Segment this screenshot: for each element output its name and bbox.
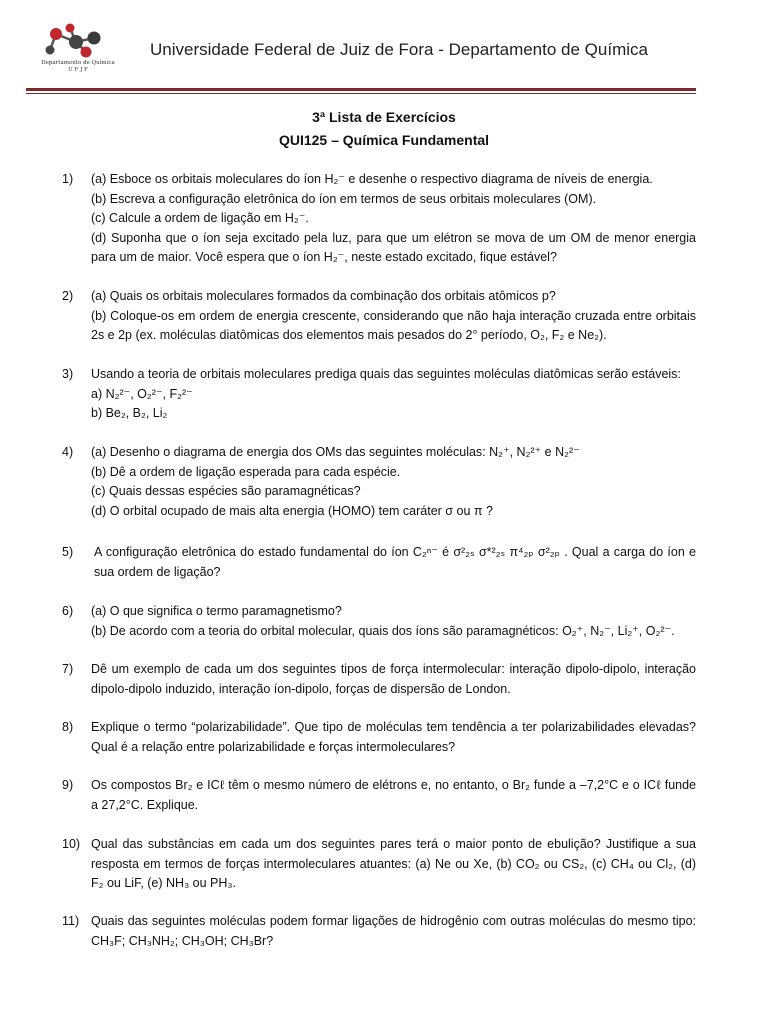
question-line: Explique o termo “polarizabilidade”. Que tipo de moléculas tem tendência a ter polarizabilidades elevadas? Qual é a relação entre polarizabilidade e forças intermoleculares? [91,720,696,754]
question-line: Os compostos Br₂ e ICℓ têm o mesmo número de elétrons e, no entanto, o Br₂ funde a –7,2°C e o ICℓ funde a 27,2°C. Explique. [91,778,696,812]
department-logo [36,20,120,82]
question-line: (b) Escreva a configuração eletrônica do íon em termos de seus orbitais moleculares (OM). [91,191,597,206]
question-line: (b) Dê a ordem de ligação esperada para cada espécie. [91,464,401,479]
question-line: (c) Calcule a ordem de ligação em H₂⁻. [91,211,309,225]
question-line: Qual das substâncias em cada um dos seguintes pares terá o maior ponto de ebulição? Justifique a sua resposta em termos de forças intermoleculares atuantes: (a) Ne ou Xe, (b) CO₂ ou CS₂, (c) CH₄ ou Cl₂, (d) F₂ ou LiF, (e) NH₃ ou PH₃. [91,837,696,890]
question-number: 11) [62,914,80,928]
question-line: (a) Desenho o diagrama de energia dos OMs das seguintes moléculas: N₂⁺, N₂²⁺ e N₂²⁻ [91,445,580,459]
question-line: (d) Suponha que o íon seja excitado pela luz, para que um elétron se mova de um OM de menor energia para um de maior. Você espera que o íon H₂⁻, neste estado excitado, fique estável? [91,230,696,264]
question-number: 3) [62,367,74,381]
logo-caption [36,60,120,74]
question-4 [62,443,696,521]
question-3 [62,365,696,424]
question-number: 7) [62,662,74,676]
question-line: (c) Quais dessas espécies são paramagnéticas? [91,484,361,498]
question-number: 10) [62,837,81,851]
question-line: (a) Quais os orbitais moleculares formados da combinação dos orbitais atômicos p? [91,289,556,303]
header-title: Universidade Federal de Juiz de Fora - Departamento de Química [150,40,648,59]
question-line: Dê um exemplo de cada um dos seguintes tipos de força intermolecular: interação dipolo-dipolo, interação dipolo-dipolo induzido, interação íon-dipolo, forças de dispersão de London. [91,662,696,696]
question-number: 8) [62,720,74,734]
header-rule-thick [26,88,696,91]
question-line: (a) O que significa o termo paramagnetismo? [91,604,342,618]
question-line: Quais das seguintes moléculas podem formar ligações de hidrogênio com outras moléculas do mesmo tipo: CH₃F; CH₃NH₂; CH₃OH; CH₃Br? [91,914,696,948]
question-9 [62,776,696,815]
question-2 [62,287,696,346]
question-10 [62,835,696,894]
question-line: (d) O orbital ocupado de mais alta energia (HOMO) tem caráter σ ou π ? [91,503,493,518]
question-line: a) N₂²⁻, O₂²⁻, F₂²⁻ [91,386,193,401]
molecule-icon [36,20,120,60]
course-title: QUI125 – Química Fundamental [278,132,490,148]
question-number: 9) [62,778,74,792]
question-7 [62,660,696,699]
question-8 [62,718,696,757]
question-line: (b) De acordo com a teoria do orbital molecular, quais dos íons são paramagnéticos: O₂⁺, N₂⁻, Li₂⁺, O₂²⁻. [91,623,675,638]
question-line: Usando a teoria de orbitais moleculares prediga quais das seguintes moléculas diatômicas serão estáveis: [91,367,681,381]
question-line: b) Be₂, B₂, Li₂ [91,406,168,420]
logo-caption-line1: Departamento de Química [41,60,115,66]
logo-caption-line2: U F J F [68,67,88,73]
header-rule-thin [26,93,696,94]
question-11 [62,912,696,951]
question-line: A configuração eletrônica do estado fundamental do íon C₂ⁿ⁻ é σ²₂ₛ σ*²₂ₛ π⁴₂ₚ σ²₂ₚ . Qual a carga do íon e sua ordem de ligação? [94,545,696,579]
question-number: 5) [62,545,74,559]
question-1 [62,170,696,268]
question-line: (b) Coloque-os em ordem de energia crescente, considerando que não haja interação cruzada entre orbitais 2s e 2p (ex. moléculas diatômicas dos elementos mais pesados do 2° período, O₂, F₂ e Ne₂). [91,308,696,342]
list-title: 3ª Lista de Exercícios [312,109,456,125]
question-number: 6) [62,604,74,618]
question-5 [62,543,696,582]
question-6 [62,602,696,641]
question-number: 4) [62,445,74,459]
question-line: (a) Esboce os orbitais moleculares do íon H₂⁻ e desenhe o respectivo diagrama de níveis de energia. [91,172,653,186]
question-number: 1) [62,172,74,186]
question-number: 2) [62,289,74,303]
